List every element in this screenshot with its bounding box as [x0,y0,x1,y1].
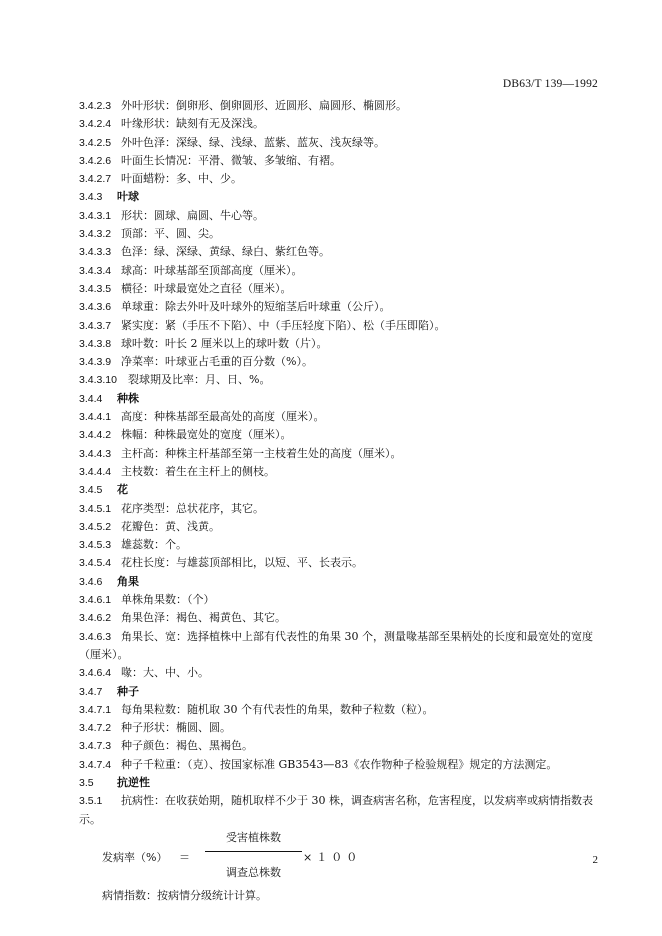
clause-number: 3.4.4.3 [79,447,112,460]
clause-3-4-4-1 [79,408,604,426]
clause-3-4-3-6 [79,298,604,316]
clause-text: 角果长、宽：选择植株中上部有代表性的角果 30 个，测量喙基部至果柄处的长度和最宽处的宽度（厘米）。 [79,629,593,661]
clause-text: 角果色泽：褐色、褐黄色、其它。 [121,611,286,625]
clause-number: 3.4.2.6 [79,154,112,167]
clause-3-4-3-3 [79,243,604,261]
clause-text: 种子千粒重：（克）、按国家标准 GB3543—83《农作物种子检验规程》规定的方法测定。 [121,757,558,771]
section-number: 3.4.4 [79,392,103,405]
clause-number: 3.4.2.7 [79,173,112,186]
clause-number: 3.4.3.10 [79,374,117,387]
clause-number: 3.4.3.3 [79,246,112,259]
clause-3-4-6-3 [79,628,604,665]
header: DB63/T 139—1992 [502,78,598,90]
clause-3-4-6-1 [79,591,604,609]
clause-3-4-4-4 [79,463,604,481]
clause-3-4-3-5 [79,280,604,298]
clause-number: 3.4.6.3 [79,630,112,643]
clause-text: 叶缘形状：缺刻有无及深浅。 [121,117,264,131]
clause-text: 雄蕊数：个。 [121,538,187,552]
clause-3-4-3-2 [79,225,604,243]
clause-number: 3.5.1 [79,795,103,808]
clause-number: 3.4.4.1 [79,411,112,424]
clause-number: 3.4.5.4 [79,557,112,570]
clause-text: 叶面生长情况：平滑、微皱、多皱缩、有褶。 [121,153,341,167]
clause-text: 叶面蜡粉：多、中、少。 [121,172,242,186]
clause-number: 3.4.3.8 [79,337,112,350]
clause-number: 3.4.4.2 [79,429,112,442]
formula-equals: ＝ [179,850,190,864]
clause-number: 3.4.7.2 [79,722,112,735]
section-heading-3-4-7 [79,683,604,701]
clause-number: 3.4.3.2 [79,228,112,241]
clause-text: 净菜率：叶球亚占毛重的百分数（%）。 [121,355,313,369]
section-heading-3-4-4 [79,390,604,408]
clause-number: 3.4.3.9 [79,356,112,369]
section-heading-3-5 [79,774,604,792]
formula-numerator: 受害植株数 [226,830,281,844]
clause-text: 形状：圆球、扁圆、牛心等。 [121,208,264,222]
clause-number: 3.4.2.5 [79,136,112,149]
clause-number: 3.4.7.1 [79,703,112,716]
clause-text: 横径：叶球最宽处之直径（厘米）。 [121,281,292,295]
clause-text: 抗病性：在收获始期，随机取样不少于 30 株，调查病害名称，危害程度，以发病率或病情指数表示。 [79,794,593,826]
formula-fraction [205,829,302,880]
clause-number: 3.4.6.1 [79,594,112,607]
clause-text: 种子颜色：褐色、黑褐色。 [121,739,253,753]
clause-3-4-6-2 [79,609,604,627]
clause-3-4-7-2 [79,719,604,737]
clause-text: 主枝数：着生在主杆上的侧枝。 [121,464,275,478]
clause-text: 种子形状：椭圆、圆。 [121,721,231,735]
clause-number: 3.4.3.6 [79,301,112,314]
section-heading-3-4-6 [79,573,604,591]
clause-3-4-3-7 [79,317,604,335]
clause-3-4-2-4 [79,115,604,133]
clause-text: 球高：叶球基部至顶部高度（厘米）。 [121,263,303,277]
clause-3-4-7-3 [79,737,604,755]
clause-text: 紧实度：紧（手压不下陷）、中（手压轻度下陷）、松（手压即陷）。 [121,318,446,332]
section-title: 叶球 [117,190,139,204]
section-number: 3.5 [79,776,94,789]
section-title: 角果 [117,574,139,588]
formula-label: 发病率（%） [102,850,168,864]
section-number: 3.4.5 [79,484,103,497]
clause-text: 外叶形状：倒卵形、倒卵圆形、近圆形、扁圆形、椭圆形。 [121,99,407,112]
clause-number: 3.4.4.4 [79,465,112,478]
clause-text: 每角果粒数：随机取 30 个有代表性的角果，数种子粒数（粒）。 [121,702,434,716]
clause-3-4-5-4 [79,554,604,572]
fraction-bar [205,851,302,852]
clause-text: 主杆高：种株主杆基部至第一主枝着生处的高度（厘米）。 [121,446,402,460]
clause-3-4-3-9 [79,353,604,371]
clause-text: 花瓣色：黄、浅黄。 [121,519,220,533]
clause-text: 花柱长度：与雄蕊顶部相比，以短、平、长表示。 [121,556,363,570]
clause-3-4-7-1 [79,701,604,719]
clause-3-4-5-1 [79,500,604,518]
clause-number: 3.4.3.4 [79,264,112,277]
clause-3-4-7-4 [79,756,604,774]
clause-3-4-4-2 [79,426,604,444]
incidence-formula [79,829,604,887]
clause-text: 顶部：平、圆、尖。 [121,227,220,241]
clause-number: 3.4.5.2 [79,520,112,533]
clause-number: 3.4.5.3 [79,539,112,552]
clause-text: 喙：大、中、小。 [121,666,209,680]
section-number: 3.4.7 [79,685,103,698]
clause-number: 3.4.6.2 [79,612,112,625]
section-number: 3.4.6 [79,575,103,588]
clause-number: 3.4.3.7 [79,319,112,332]
document-body [79,97,604,905]
clause-text: 裂球期及比率：月、日、%。 [128,373,271,387]
clause-number: 3.4.2.4 [79,118,112,131]
section-number: 3.4.3 [79,191,103,204]
section-title: 种株 [117,391,139,405]
section-title: 抗逆性 [117,775,150,789]
clause-number: 3.4.2.3 [79,100,112,112]
clause-3-4-2-6 [79,152,604,170]
page-number: 2 [592,854,598,866]
section-title: 种子 [117,684,139,698]
clause-3-4-3-8 [79,335,604,353]
clause-number: 3.4.7.4 [79,758,112,771]
clause-number: 3.4.3.1 [79,209,112,222]
clause-3-4-3-1 [79,207,604,225]
clause-text: 色泽：绿、深绿、黄绿、绿白、紫红色等。 [121,245,330,259]
disease-index-line: 病情指数：按病情分级统计计算。 [102,888,267,902]
clause-3-4-2-3 [79,97,604,115]
clause-number: 3.4.6.4 [79,667,112,680]
clause-3-5-1 [79,792,604,829]
clause-number: 3.4.5.1 [79,502,112,515]
clause-3-4-3-10 [79,371,604,389]
section-heading-3-4-5 [79,481,604,499]
clause-3-4-5-3 [79,536,604,554]
clause-text: 花序类型：总状花序，其它。 [121,501,264,515]
clause-3-4-2-5 [79,134,604,152]
clause-text: 高度：种株基部至最高处的高度（厘米）。 [121,410,325,424]
clause-number: 3.4.3.5 [79,282,112,295]
clause-3-4-4-3 [79,445,604,463]
clause-text: 株幅：种株最宽处的宽度（厘米）。 [121,428,292,442]
formula-multiplier: ×１００ [303,850,362,864]
clause-text: 单株角果数：（个） [121,593,215,607]
section-title: 花 [117,483,128,497]
clause-3-4-6-4 [79,664,604,682]
clause-text: 单球重：除去外叶及叶球外的短缩茎后叶球重（公斤）。 [121,300,391,314]
formula-denominator: 调查总株数 [226,865,281,879]
clause-3-4-2-7 [79,170,604,188]
section-heading-3-4-3 [79,188,604,206]
clause-text: 球叶数：叶长 2 厘米以上的球叶数（片）。 [121,336,328,350]
clause-3-4-5-2 [79,518,604,536]
clause-3-4-3-4 [79,262,604,280]
clause-number: 3.4.7.3 [79,740,112,753]
clause-text: 外叶色泽：深绿、绿、浅绿、蓝紫、蓝灰、浅灰绿等。 [121,135,385,149]
